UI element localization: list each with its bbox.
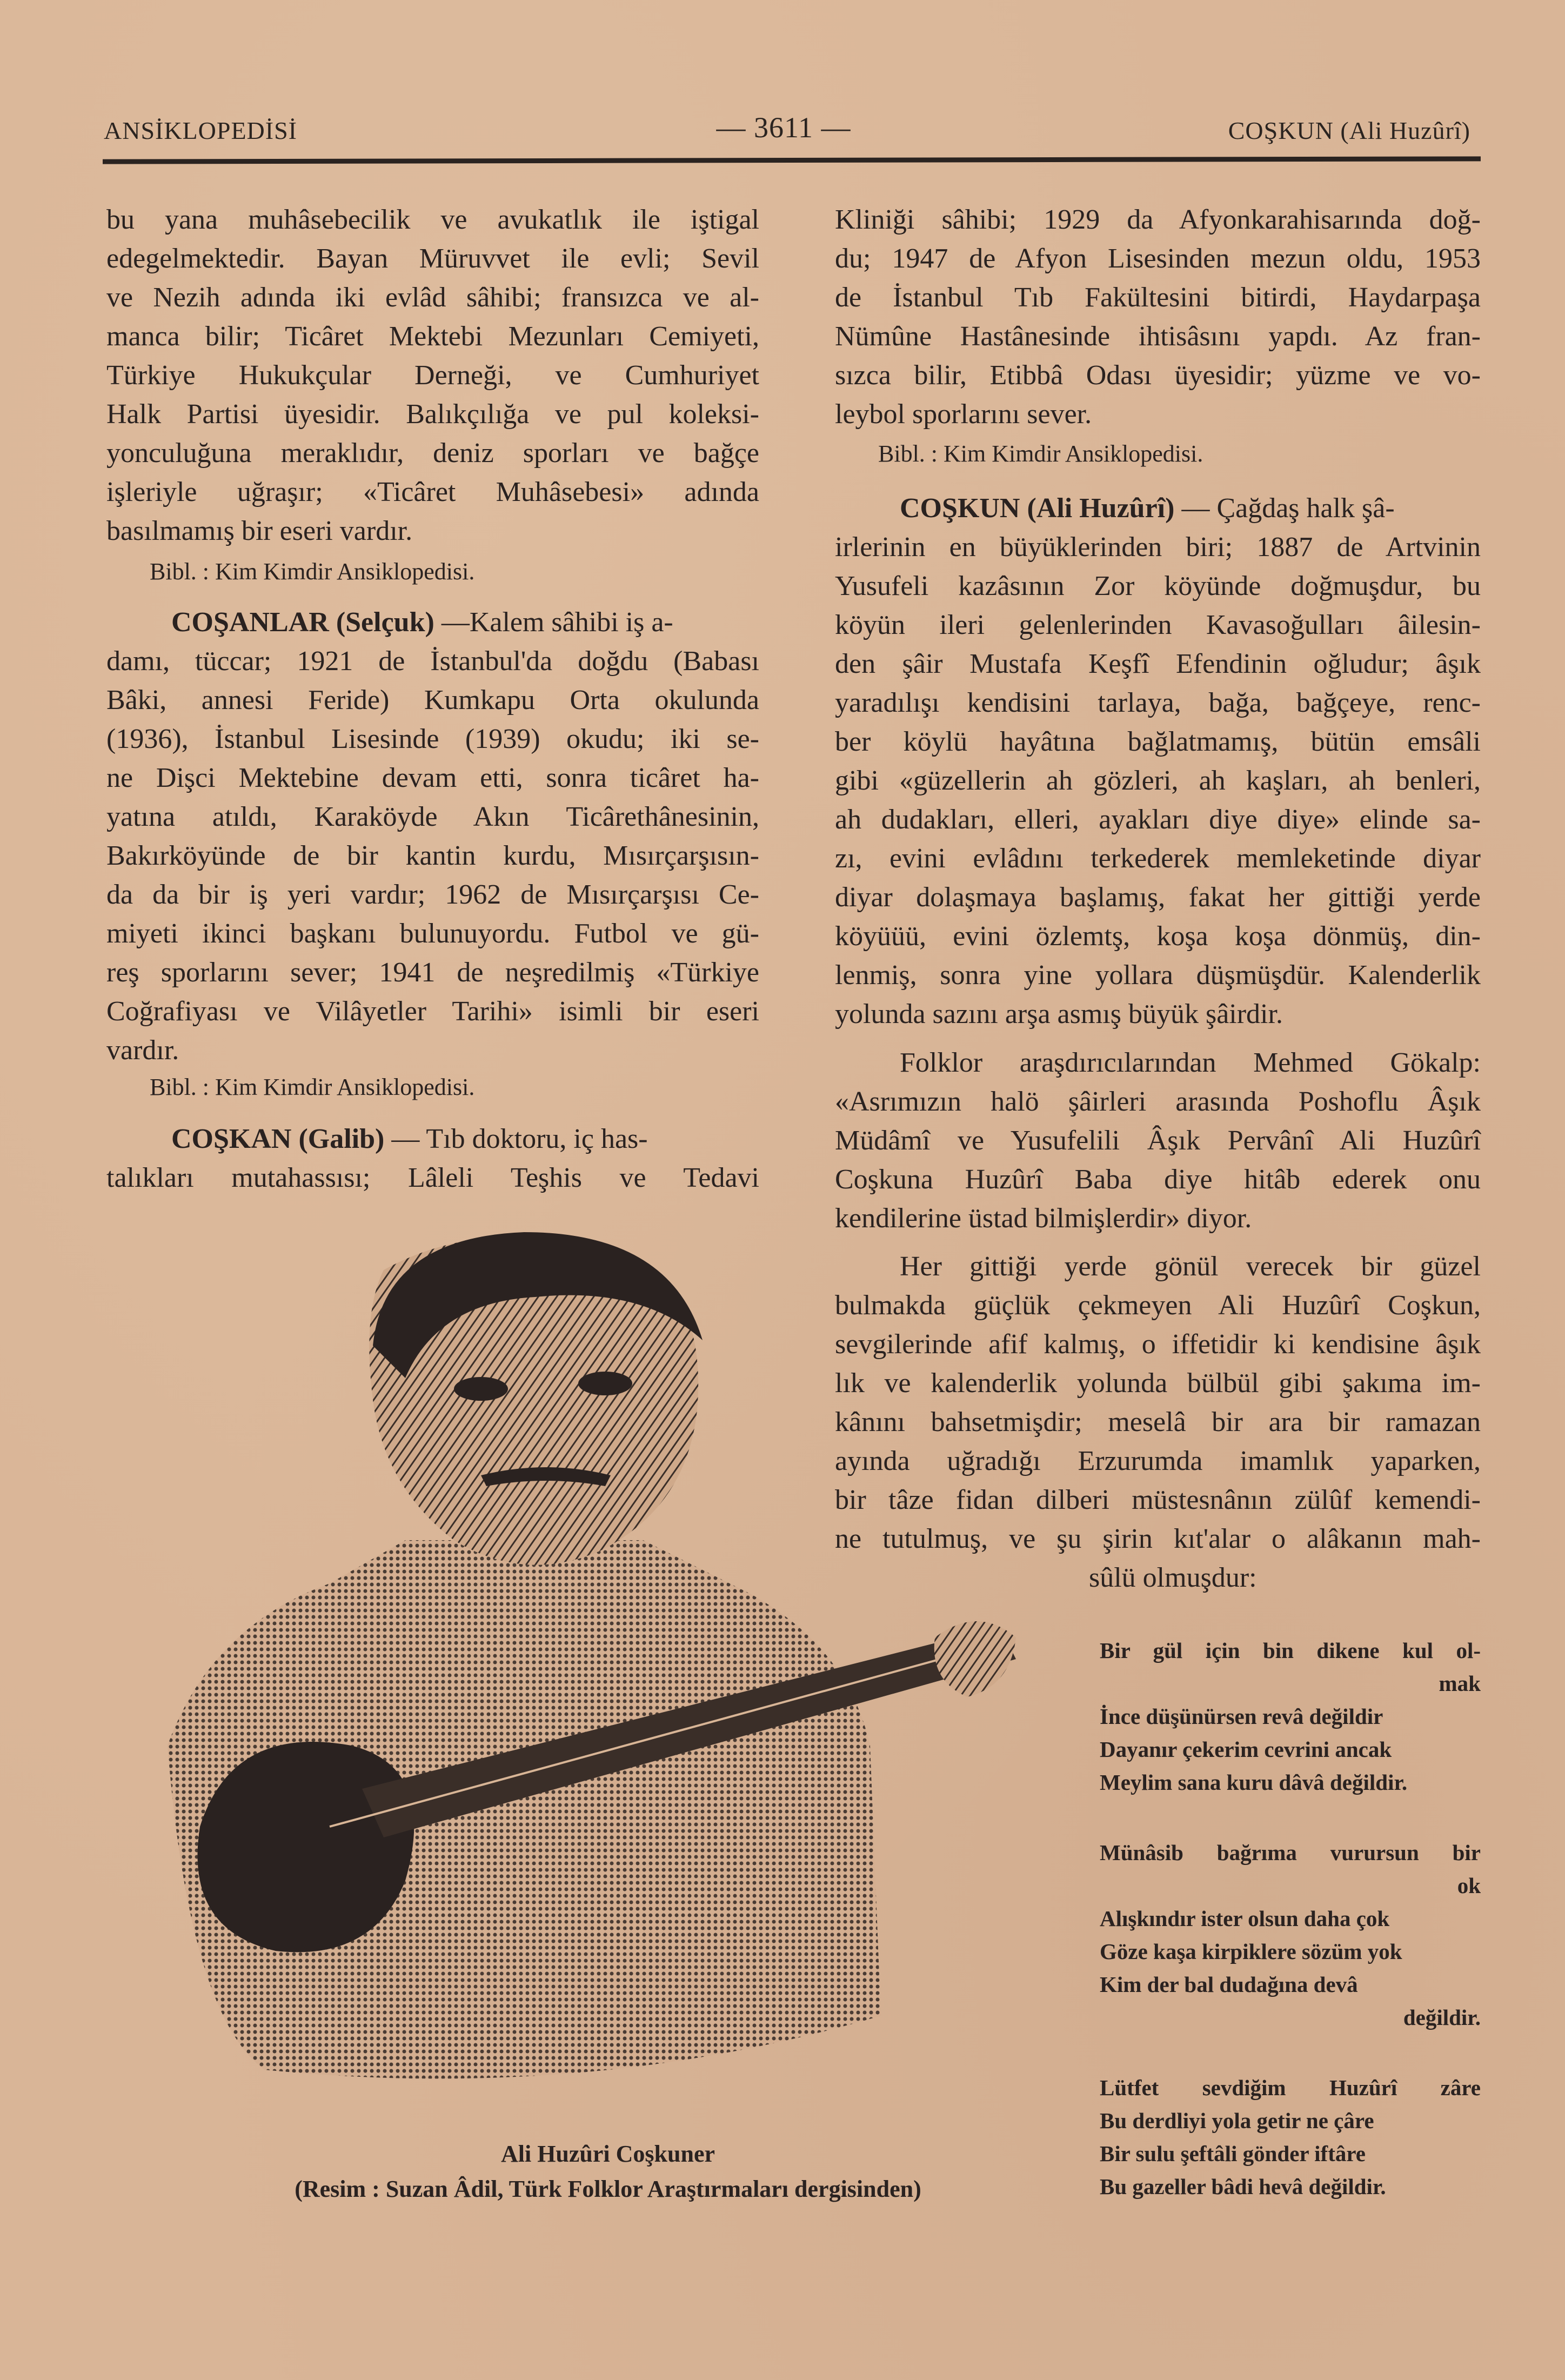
entry-text: — Çağdaş halk şâ- xyxy=(1174,493,1395,524)
caption-title: Ali Huzûri Coşkuner xyxy=(500,2141,715,2167)
poem-line: Bu gazeller bâdi hevâ değildir. xyxy=(1100,2174,1386,2199)
text-line: sızca bilir, Etibbâ Odası üyesidir; yüzme ve vo- xyxy=(835,360,1481,391)
poem-stanza xyxy=(1100,1836,1481,2034)
text-line xyxy=(106,1120,759,1159)
poem-line: Dayanır çekerim cevrini ancak xyxy=(1100,1737,1392,1762)
text-line: bulmakda güçlük çekmeyen Ali Huzûrî Coşkun, xyxy=(835,1290,1481,1321)
text-line: Folklor araşdırıcılarından Mehmed Gökalp: xyxy=(900,1047,1481,1078)
text-line: Bâki, annesi Feride) Kumkapu Orta okulunda xyxy=(106,685,759,716)
text-line: manca bilir; Ticâret Mektebi Mezunları Cemiyeti, xyxy=(106,321,759,352)
text-line: lık ve kalenderlik yolunda bülbül gibi şakıma im- xyxy=(835,1368,1481,1399)
text-line: kânını bahsetmişdir; meselâ bir ara bir ramazan xyxy=(835,1407,1481,1438)
text-line: ayında uğradığı Erzurumda imamlık yaparken, xyxy=(835,1446,1481,1476)
poem-line: Bir sulu şeftâli gönder iftâre xyxy=(1100,2141,1366,2166)
text-line: ber köylü hayâtına bağlatmamış, bütün emsâli xyxy=(835,726,1481,757)
text-line: yatına atıldı, Karaköyde Akın Ticârethânesinin, xyxy=(106,801,759,832)
text-line: Coşkuna Huzûrî Baba diye hitâb ederek onu xyxy=(835,1164,1481,1195)
entry-paragraph xyxy=(106,603,759,1070)
running-header-right: COŞKUN (Ali Huzûrî) xyxy=(1228,117,1470,144)
header-rule xyxy=(103,156,1481,164)
text-line: köyün ileri gelenlerinden Kavasoğulları âilesin- xyxy=(835,610,1481,640)
text-line: kendilerine üstad bilmişlerdir» diyor. xyxy=(835,1203,1252,1234)
poem-line: Lütfet sevdiğim Huzûrî zâre xyxy=(1100,2075,1481,2100)
text-paragraph xyxy=(835,200,1481,434)
text-line: sevgilerinde afif kalmış, o iffetidir ki kendisine âşık xyxy=(835,1329,1481,1360)
text-line: Her gittiği yerde gönül verecek bir güzel xyxy=(900,1251,1481,1282)
poem-line: değildir. xyxy=(1403,2005,1481,2030)
bibliography-text: Bibl. : Kim Kimdir Ansiklopedisi. xyxy=(150,1074,475,1100)
poem-stanza xyxy=(1100,2071,1481,2203)
running-header-left: ANSİKLOPEDİSİ xyxy=(104,117,297,144)
text-line: irlerinin en büyüklerinden biri; 1887 de Artvinin xyxy=(835,532,1481,563)
poem-line: Bir gül için bin dikene kul ol- xyxy=(1100,1638,1481,1663)
text-line: bir tâze fidan dilberi müstesnânın zülûf kemendi- xyxy=(835,1485,1481,1515)
text-line: işleriyle uğraşır; «Ticâret Muhâsebesi» adında xyxy=(106,477,759,507)
entry-paragraph xyxy=(106,1120,759,1198)
bibliography-text: Bibl. : Kim Kimdir Ansiklopedisi. xyxy=(878,440,1203,467)
portrait-illustration xyxy=(103,1205,1032,2124)
text-line: ne Dişci Mektebine devam etti, sonra ticâret ha- xyxy=(106,763,759,793)
text-line: Kliniği sâhibi; 1929 da Afyonkarahisarında doğ- xyxy=(835,204,1481,235)
text-line: den şâir Mustafa Keşfî Efendinin oğludur; âşık xyxy=(835,649,1481,679)
text-line: reş sporlarını sever; 1941 de neşredilmiş «Türkiye xyxy=(106,957,759,988)
poem-line: İnce düşünürsen revâ değildir xyxy=(1100,1704,1383,1729)
text-line: Nümûne Hastânesinde ihtisâsını yapdı. Az fran- xyxy=(835,321,1481,352)
text-line: du; 1947 de Afyon Lisesinden mezun oldu, 1953 xyxy=(835,243,1481,274)
entry-text: —Kalem sâhibi iş a- xyxy=(434,607,673,638)
entry-paragraph xyxy=(835,489,1481,1034)
text-line: bu yana muhâsebecilik ve avukatlık ile iştigal xyxy=(106,204,759,235)
text-line: de İstanbul Tıb Fakültesini bitirdi, Haydarpaşa xyxy=(835,282,1481,313)
text-line: köyüüü, evini özlemtş, koşa koşa dönmüş, din- xyxy=(835,921,1481,952)
poem-stanza xyxy=(1100,1634,1481,1799)
page-number: — 3611 — xyxy=(716,111,851,144)
text-line: yonculuğuna meraklıdır, deniz sporları ve bağçe xyxy=(106,438,759,469)
bibliography-note xyxy=(106,1071,759,1104)
text-line: vardır. xyxy=(106,1035,179,1066)
text-line: talıkları mutahassısı; Lâleli Teşhis ve Tedavi xyxy=(106,1162,759,1193)
text-line: «Asrımızın halö şâirleri arasında Poshoflu Âşık xyxy=(835,1086,1481,1117)
entry-headword: COŞANLAR (Selçuk) xyxy=(171,607,434,638)
text-line: Yusufeli kazâsının Zor köyünde doğmuşdur, bu xyxy=(835,571,1481,601)
text-line: diyar dolaşmaya başlamış, fakat her gittiği yerde xyxy=(835,882,1481,913)
text-line: sûlü olmuşdur: xyxy=(1089,1562,1257,1593)
entry-headword: COŞKAN (Galib) xyxy=(171,1124,385,1154)
poem-line: Bu derdliyi yola getir ne çâre xyxy=(1100,2108,1374,2133)
hand xyxy=(934,1621,1016,1697)
right-eye xyxy=(578,1372,632,1395)
text-line: basılmamış bir eseri vardır. xyxy=(106,516,413,546)
text-line: Müdâmî ve Yusufelili Âşık Pervânî Ali Huzûrî xyxy=(835,1125,1481,1156)
text-line: Türkiye Hukukçular Derneği, ve Cumhuriyet xyxy=(106,360,759,391)
text-line: lenmiş, sonra yine yollara düşmüşdür. Kalenderlik xyxy=(835,960,1481,991)
text-line: (1936), İstanbul Lisesinde (1939) okudu; iki se- xyxy=(106,724,759,754)
text-line: edegelmektedir. Bayan Müruvvet ile evli; Sevil xyxy=(106,243,759,274)
bibliography-note xyxy=(835,438,1481,470)
text-line: damı, tüccar; 1921 de İstanbul'da doğdu (Babası xyxy=(106,646,759,677)
poem-line: Alışkındır ister olsun daha çok xyxy=(1100,1906,1390,1931)
bibliography-note xyxy=(106,556,759,588)
poem-line: Münâsib bağrıma vurursun bir xyxy=(1100,1840,1481,1865)
text-line xyxy=(835,489,1481,528)
text-line: zı, evini evlâdını terkederek memleketinde diyar xyxy=(835,843,1481,874)
text-line: leybol sporlarını sever. xyxy=(835,399,1092,430)
poem-line: Meylim sana kuru dâvâ değildir. xyxy=(1100,1770,1408,1795)
text-line: yaradılışı kendisini tarlaya, bağa, bağçeye, renc- xyxy=(835,687,1481,718)
left-eye xyxy=(454,1377,508,1401)
text-line: ne tutulmuş, ve şu şirin kıt'alar o alâkanın mah- xyxy=(835,1523,1481,1554)
text-line: Halk Partisi üyesidir. Balıkçılığa ve pul koleksi- xyxy=(106,399,759,430)
text-line: da da bir iş yeri vardır; 1962 de Mısırçarşısı Ce- xyxy=(106,879,759,910)
text-line: ve Nezih adında iki evlâd sâhibi; fransızca ve al- xyxy=(106,282,759,313)
entry-headword: COŞKUN (Ali Huzûrî) xyxy=(900,493,1175,524)
poem-line: Göze kaşa kirpiklere sözüm yok xyxy=(1100,1939,1402,1964)
text-line: miyeti ikinci başkanı bulunuyordu. Futbol ve gü- xyxy=(106,918,759,949)
entry-text: — Tıb doktoru, iç has- xyxy=(384,1124,648,1154)
text-line: ah dudakları, elleri, ayakları diye diye» elinde sa- xyxy=(835,804,1481,835)
text-line: Coğrafiyası ve Vilâyetler Tarihi» isimli bir eseri xyxy=(106,996,759,1027)
poem-line: mak xyxy=(1439,1671,1481,1696)
text-paragraph xyxy=(106,200,759,551)
text-line xyxy=(106,603,759,642)
bibliography-text: Bibl. : Kim Kimdir Ansiklopedisi. xyxy=(150,558,475,585)
poem-line: ok xyxy=(1457,1873,1481,1898)
text-line: yolunda sazını arşa asmış büyük şâirdir. xyxy=(835,999,1283,1029)
text-line: Bakırköyünde de bir kantin kurdu, Mısırçarşısın- xyxy=(106,840,759,871)
text-line: gibi «güzellerin ah gözleri, ah kaşları, ah benleri, xyxy=(835,765,1481,796)
poem-line: Kim der bal dudağına devâ xyxy=(1100,1972,1358,1997)
caption-credit: (Resim : Suzan Âdil, Türk Folklor Araştırmaları dergisinden) xyxy=(295,2176,921,2202)
